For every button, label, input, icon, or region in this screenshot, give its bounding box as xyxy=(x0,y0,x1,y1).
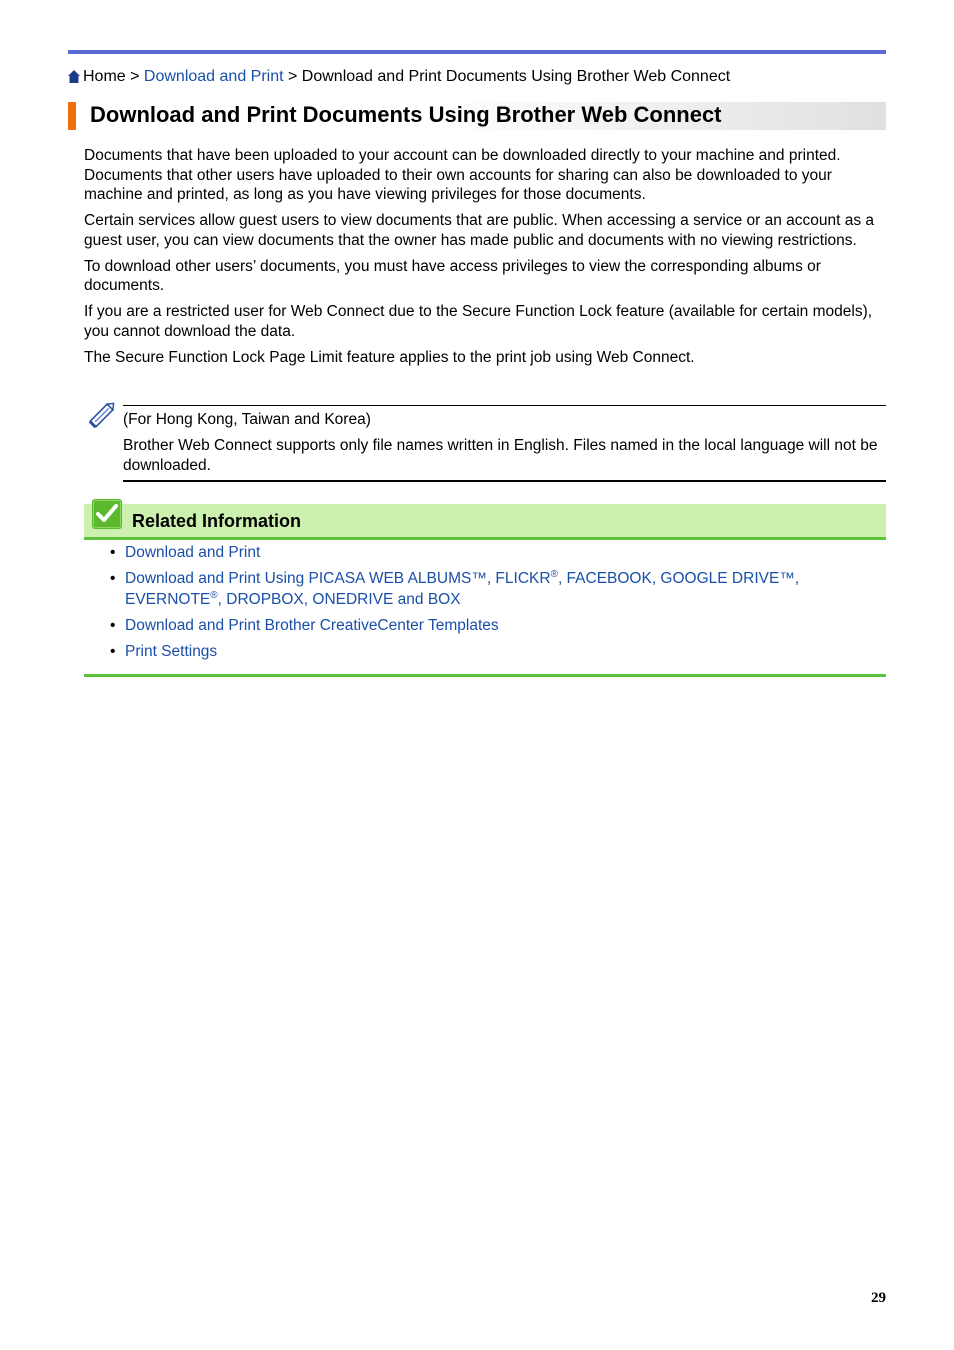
bullet: • xyxy=(110,570,116,587)
related-link-print-settings[interactable]: Print Settings xyxy=(125,643,218,660)
body-content xyxy=(84,146,884,374)
breadcrumb-separator: > xyxy=(283,68,302,85)
home-icon xyxy=(68,69,80,89)
related-information-title: Related Information xyxy=(132,511,302,531)
breadcrumb-home-link[interactable]: Home xyxy=(83,68,126,85)
link-text: , DROPBOX, ONEDRIVE and BOX xyxy=(217,591,461,608)
note-box xyxy=(84,398,886,482)
page-number: 29 xyxy=(871,1290,886,1306)
list-item xyxy=(84,568,886,610)
related-bottom-rule xyxy=(84,674,886,677)
related-link-creativecenter-templates[interactable]: Download and Print Brother CreativeCenter Templates xyxy=(125,617,499,634)
top-rule xyxy=(68,50,886,54)
page-title-bar xyxy=(68,102,886,130)
list-item xyxy=(84,542,886,563)
bullet: • xyxy=(110,544,116,561)
link-text: , FACEBOOK, GOOGLE DRIVE™, EVERNOTE xyxy=(125,570,800,608)
note-bottom-rule xyxy=(123,480,886,482)
checkmark-icon xyxy=(92,499,122,534)
related-information-header xyxy=(84,504,886,540)
related-link-download-and-print[interactable]: Download and Print xyxy=(125,544,261,561)
paragraph: Certain services allow guest users to view documents that are public. When accessing a service or an account as a guest user, you can view documents that the owner has made public and documents with no viewing restrictions. xyxy=(84,212,875,249)
note-text: Brother Web Connect supports only file names written in English. Files named in the local language will not be downloaded. xyxy=(123,437,878,474)
related-information xyxy=(84,498,886,660)
paragraph: If you are a restricted user for Web Connect due to the Secure Function Lock feature (available for certain models), you cannot download the data. xyxy=(84,303,873,340)
bullet: • xyxy=(110,643,116,660)
note-heading: (For Hong Kong, Taiwan and Korea) xyxy=(123,411,371,428)
breadcrumb-separator: > xyxy=(125,68,144,85)
pencil-icon xyxy=(86,398,120,435)
related-links-list xyxy=(84,542,886,667)
list-item xyxy=(84,641,886,662)
list-item xyxy=(84,615,886,636)
link-text: Download and Print Using PICASA WEB ALBUMS™, FLICKR xyxy=(125,570,551,587)
breadcrumb-current: Download and Print Documents Using Brother Web Connect xyxy=(301,68,731,85)
note-content xyxy=(123,410,886,482)
note-top-rule xyxy=(123,405,886,406)
breadcrumb xyxy=(68,67,730,89)
page-title: Download and Print Documents Using Brother Web Connect xyxy=(90,102,722,127)
paragraph: To download other users’ documents, you must have access privileges to view the corresponding albums or documents. xyxy=(84,257,821,294)
paragraph: Documents that have been uploaded to your account can be downloaded directly to your machine and printed. Documents that other users have uploaded to their own accounts for sharing can also be downloaded to your machine and printed, as long as you have viewing privileges for those documents. xyxy=(84,147,841,203)
related-link-download-print-web-services[interactable] xyxy=(125,570,799,608)
breadcrumb-download-and-print-link[interactable]: Download and Print xyxy=(143,68,284,85)
registered-mark: ® xyxy=(210,590,218,601)
bullet: • xyxy=(110,617,116,634)
title-accent xyxy=(68,102,76,130)
registered-mark: ® xyxy=(550,569,558,580)
paragraph: The Secure Function Lock Page Limit feature applies to the print job using Web Connect. xyxy=(84,348,695,366)
